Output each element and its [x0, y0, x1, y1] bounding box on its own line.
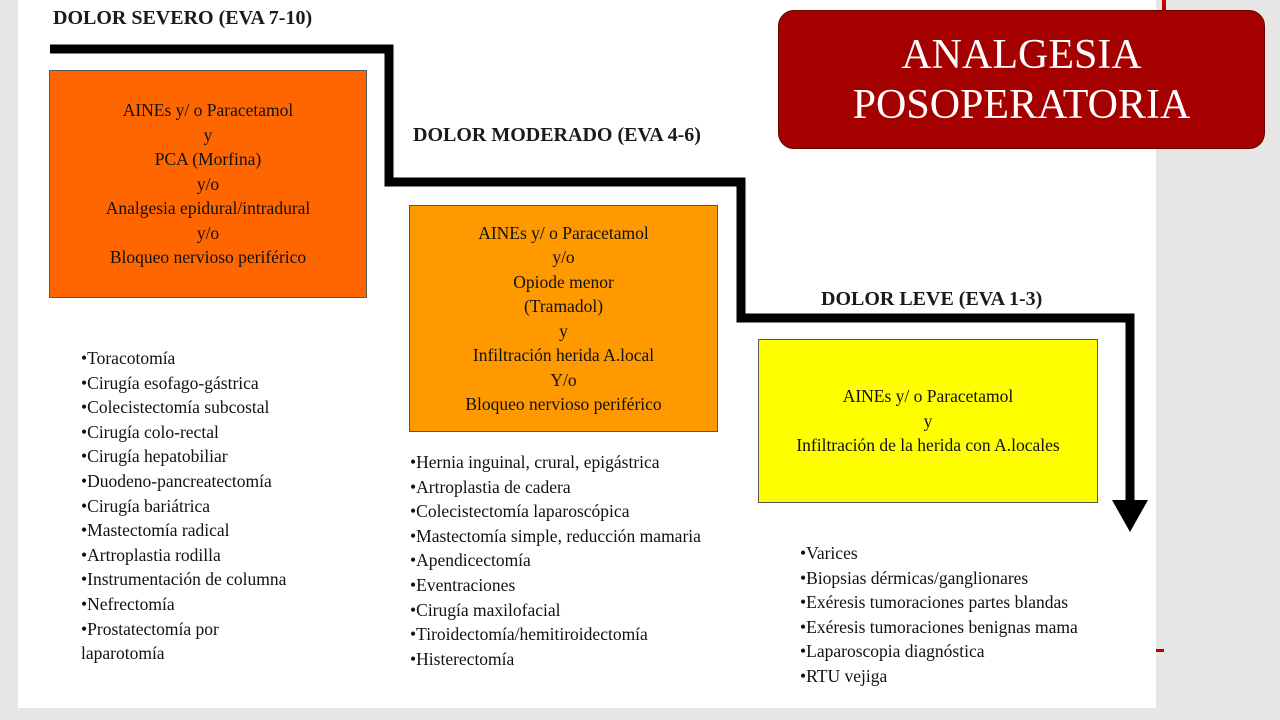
treatment-line: Y/o [550, 369, 577, 390]
list-item: • Exéresis tumoraciones partes blandas [800, 590, 1078, 615]
list-item: • Colecistectomía laparoscópica [410, 499, 701, 524]
list-item: • Eventraciones [410, 573, 701, 598]
list-item: • Cirugía bariátrica [81, 494, 286, 519]
list-item: • Mastectomía radical [81, 518, 286, 543]
treatment-line: y/o [196, 222, 220, 243]
treatment-line: Opiode menor [513, 271, 614, 292]
treatment-line: Infiltración herida A.local [472, 345, 655, 365]
list-item: • Hernia inguinal, crural, epigástrica [410, 450, 701, 475]
list-item: • Artroplastia de cadera [410, 475, 701, 500]
treatment-line: Infiltración de la herida con A.locales [796, 435, 1060, 456]
treatment-line: AINEs y/ o Paracetamol [122, 100, 294, 121]
treatment-line: y/o [196, 173, 220, 194]
list-item: • Instrumentación de columna [81, 567, 286, 592]
list-item: • Tiroidectomía/hemitiroidectomía [410, 622, 701, 647]
heading-moderate: DOLOR MODERADO (EVA 4-6) [413, 124, 701, 146]
title-line-2: POSOPERATORIA [852, 81, 1191, 128]
treatment-box-mild [758, 339, 1098, 503]
list-item: • Cirugía colo-rectal [81, 420, 286, 445]
list-item: • Cirugía esofago-gástrica [81, 371, 286, 396]
list-item: • RTU vejiga [800, 664, 1078, 689]
heading-mild: DOLOR LEVE (EVA 1-3) [821, 288, 1043, 310]
list-item: • Artroplastia rodilla [81, 543, 286, 568]
list-item: • Toracotomía [81, 346, 286, 371]
procedures-list-moderate [410, 450, 701, 671]
arrowhead [1112, 500, 1148, 532]
list-item: • Prostatectomía por [81, 617, 286, 642]
treatment-line: Bloqueo nervioso periférico [109, 247, 307, 268]
treatment-line: y [559, 320, 568, 341]
treatment-box-severe [49, 70, 367, 298]
procedures-list-severe [81, 346, 286, 666]
treatment-line: Analgesia epidural/intradural [105, 198, 311, 219]
list-item: • Duodeno-pancreatectomía [81, 469, 286, 494]
list-item: • Laparoscopia diagnóstica [800, 639, 1078, 664]
treatment-line: y [923, 410, 933, 431]
list-item: • Varices [800, 541, 1078, 566]
treatment-line: PCA (Morfina) [154, 149, 262, 170]
treatment-box-moderate [409, 205, 718, 432]
list-item: • Biopsias dérmicas/ganglionares [800, 566, 1078, 591]
list-item: • Exéresis tumoraciones benignas mama [800, 615, 1078, 640]
treatment-line: AINEs y/ o Paracetamol [478, 222, 649, 243]
treatment-line: AINEs y/ o Paracetamol [842, 386, 1014, 407]
title-line-1: ANALGESIA [901, 31, 1142, 78]
title-badge [778, 10, 1265, 149]
list-item: • Apendicectomía [410, 548, 701, 573]
treatment-line: y/o [552, 247, 575, 267]
treatment-line: Bloqueo nervioso periférico [465, 394, 662, 414]
treatment-line: (Tramadol) [523, 296, 604, 316]
treatment-line: y [203, 124, 213, 145]
decorative-accent-tick [1156, 649, 1164, 652]
list-item-continuation: laparotomía [81, 643, 165, 664]
heading-severe: DOLOR SEVERO (EVA 7-10) [53, 7, 313, 29]
list-item: • Cirugía maxilofacial [410, 598, 701, 623]
list-item: • Cirugía hepatobiliar [81, 444, 286, 469]
list-item: • Mastectomía simple, reducción mamaria [410, 524, 701, 549]
list-item: • Nefrectomía [81, 592, 286, 617]
list-item: • Histerectomía [410, 647, 701, 672]
list-item: • Colecistectomía subcostal [81, 395, 286, 420]
procedures-list-mild [800, 541, 1078, 689]
